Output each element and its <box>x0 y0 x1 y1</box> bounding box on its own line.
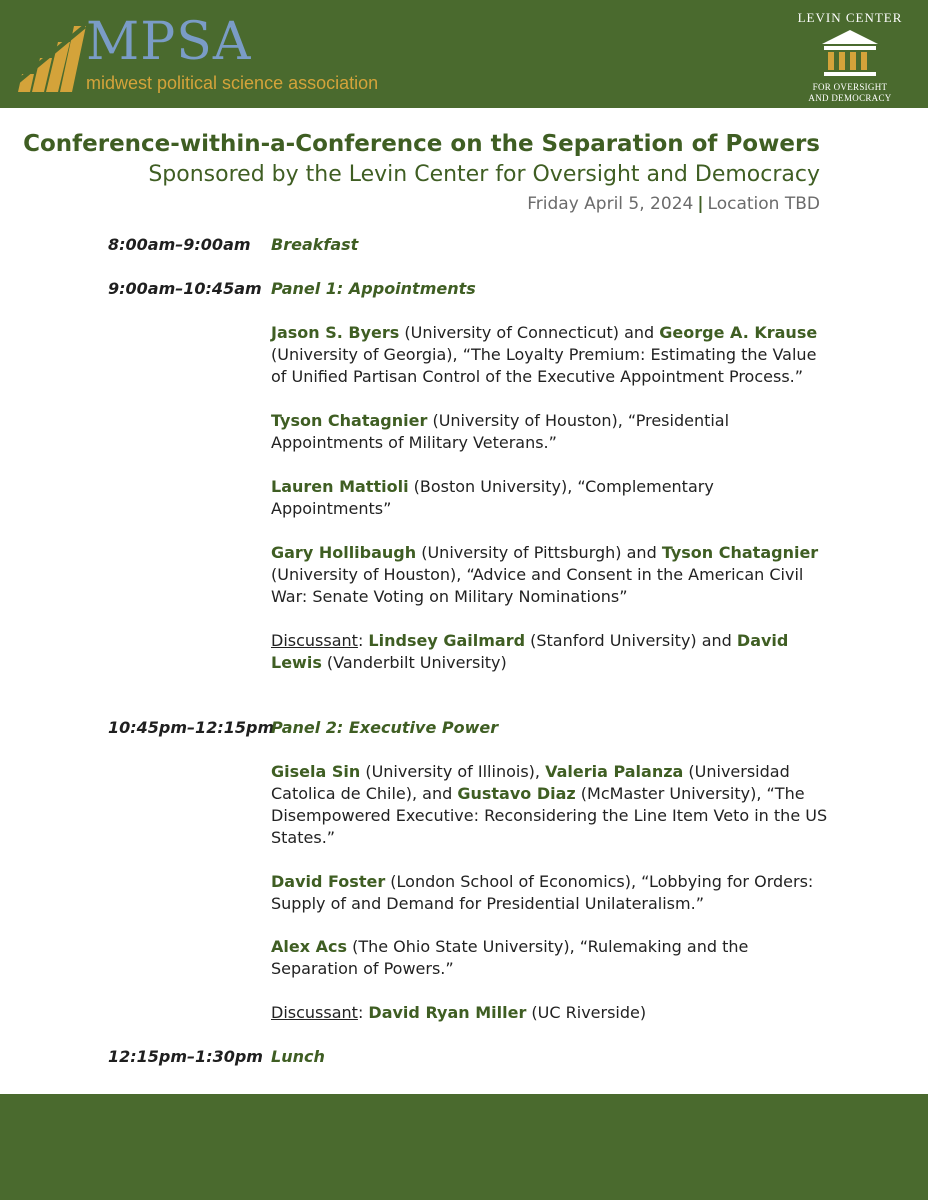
paper-entry <box>271 542 831 608</box>
levin-center-tagline-1: FOR OVERSIGHT <box>812 82 888 92</box>
paper-text: (University of Illinois), <box>360 762 546 781</box>
discussant-entry <box>271 1002 831 1024</box>
paper-entry <box>271 410 831 454</box>
paper-text: (Boston University), “Complementary Appointments” <box>271 477 714 518</box>
discussant-text: (Stanford University) and <box>525 631 737 650</box>
date-location <box>23 190 820 218</box>
levin-center-logo <box>794 8 906 104</box>
paper-entry <box>271 761 831 849</box>
paper-text: (London School of Economics), “Lobbying for Orders: Supply of and Demand for Presidential Unilateralism.” <box>271 872 814 913</box>
author-name: George A. Krause <box>659 323 818 342</box>
event-date: Friday April 5, 2024 <box>527 194 694 214</box>
mpsa-wordmark: MPSA <box>86 12 252 72</box>
paper-text: (The Ohio State University), “Rulemaking and the Separation of Powers.” <box>271 937 749 978</box>
paper-entry <box>271 936 831 980</box>
paper-text: (University of Houston), “Presidential Appointments of Military Veterans.” <box>271 411 730 452</box>
author-name: Gary Hollibaugh <box>271 543 417 562</box>
header-band <box>0 0 928 108</box>
paper-text: (University of Pittsburgh) and <box>416 543 662 562</box>
author-name: Lauren Mattioli <box>271 477 409 496</box>
time-slot-panel-1: 9:00am–10:45am <box>108 279 262 298</box>
time-slot-lunch: 12:15pm–1:30pm <box>108 1047 263 1066</box>
discussant-name: David Lewis <box>271 631 789 672</box>
discussant-colon: : <box>357 631 369 650</box>
footer-band <box>0 1094 928 1200</box>
page-title: Conference-within-a-Conference on the Separation of Powers <box>23 131 820 157</box>
event-breakfast: Breakfast <box>271 235 359 254</box>
mpsa-logo <box>14 12 394 96</box>
mpsa-subtitle: midwest political science association <box>86 73 379 93</box>
time-slot-panel-2: 10:45pm–12:15pm <box>108 718 275 737</box>
discussant-colon: : <box>357 1003 369 1022</box>
event-lunch: Lunch <box>271 1047 325 1066</box>
levin-center-tagline-2: AND DEMOCRACY <box>808 93 892 103</box>
paper-entry <box>271 871 831 915</box>
paper-text: (University of Connecticut) and <box>399 323 660 342</box>
separator: | <box>697 194 704 214</box>
author-name: Tyson Chatagnier <box>271 411 428 430</box>
paper-text: (University of Georgia), “The Loyalty Premium: Estimating the Value of Unified Partisan Control of the Executive Appointment Process.” <box>271 345 817 386</box>
discussant-label: Discussant <box>271 631 358 650</box>
title-block <box>23 128 820 218</box>
paper-entry <box>271 322 831 388</box>
author-name: Jason S. Byers <box>271 323 400 342</box>
page-subtitle: Sponsored by the Levin Center for Oversight and Democracy <box>148 162 820 187</box>
paper-text: (McMaster University), “The Disempowered Executive: Reconsidering the Line Item Veto in the US States.” <box>271 784 828 847</box>
author-name: David Foster <box>271 872 386 891</box>
discussant-text: (Vanderbilt University) <box>321 653 507 672</box>
author-name: Tyson Chatagnier <box>661 543 819 562</box>
levin-center-name: LEVIN CENTER <box>797 10 903 25</box>
discussant-label: Discussant <box>271 1003 358 1022</box>
event-location: Location TBD <box>707 194 820 214</box>
author-name: Gustavo Diaz <box>457 784 576 803</box>
discussant-text: (UC Riverside) <box>526 1003 647 1022</box>
author-name: Valeria Palanza <box>545 762 684 781</box>
event-panel-2: Panel 2: Executive Power <box>271 718 499 737</box>
discussant-entry <box>271 630 831 674</box>
author-name: Alex Acs <box>271 937 347 956</box>
paper-text: (Universidad Catolica de Chile), and <box>271 762 790 803</box>
author-name: Gisela Sin <box>271 762 361 781</box>
time-slot-breakfast: 8:00am–9:00am <box>108 235 251 254</box>
discussant-name: David Ryan Miller <box>368 1003 527 1022</box>
event-panel-1: Panel 1: Appointments <box>271 279 476 298</box>
discussant-name: Lindsey Gailmard <box>368 631 526 650</box>
temple-icon <box>820 26 880 80</box>
paper-entry <box>271 476 831 520</box>
paper-text: (University of Houston), “Advice and Consent in the American Civil War: Senate Voting on Military Nominations” <box>271 565 804 606</box>
mpsa-bars-icon <box>14 22 86 94</box>
